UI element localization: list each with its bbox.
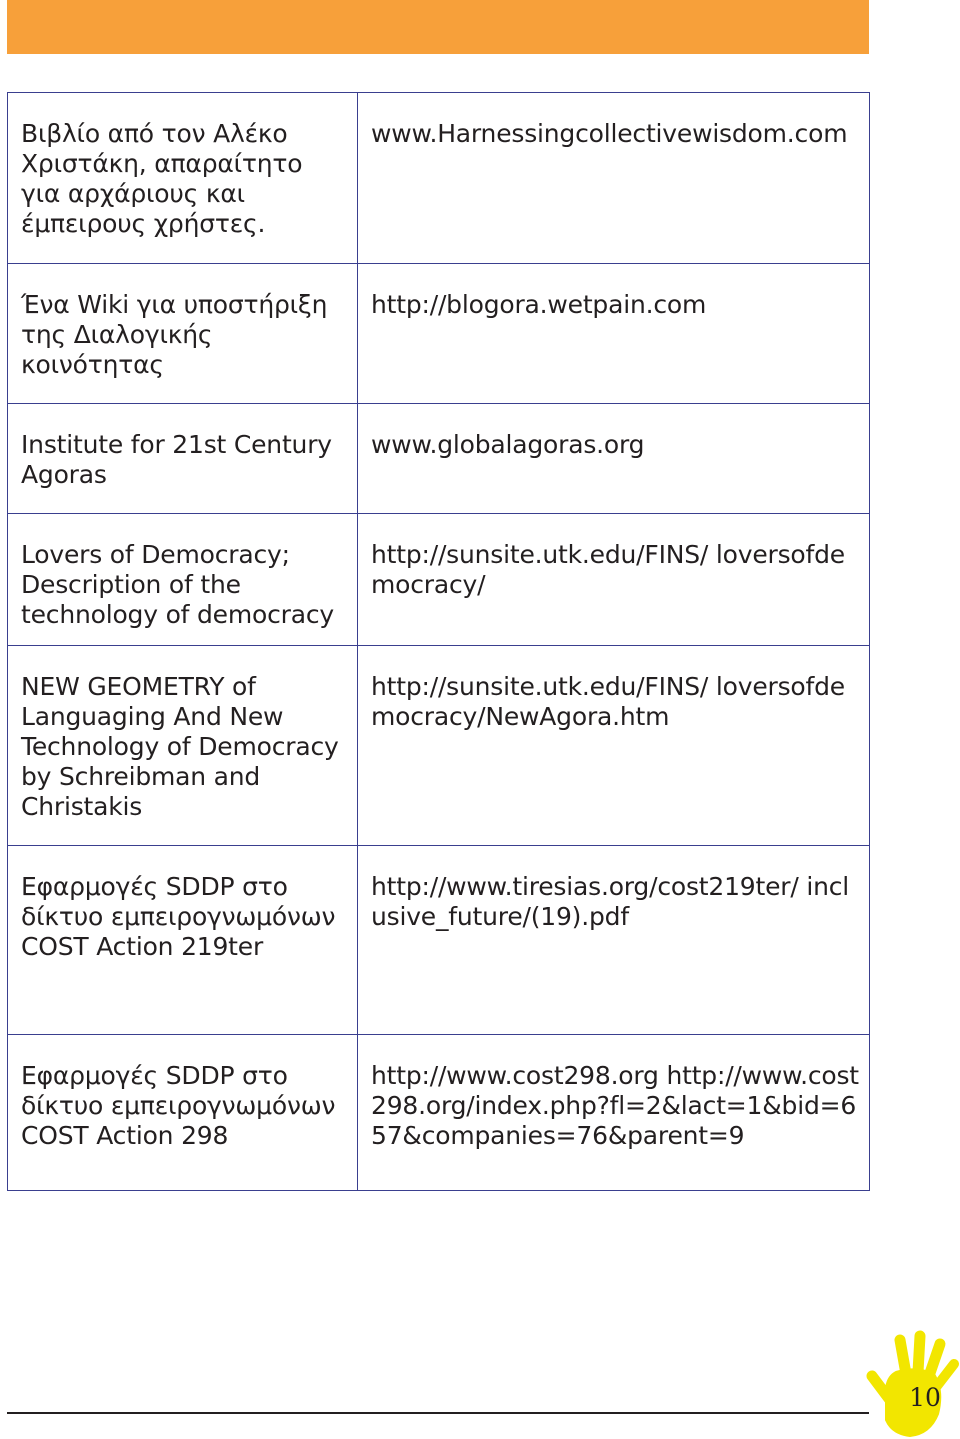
row-description: Βιβλίο από τον Αλέκο Χριστάκη, απαραίτητο για αρχάριους και έμπειρους χρήστες.	[8, 93, 358, 264]
row-description: Εφαρμογές SDDP στο δίκτυο εμπειρογνωμόνων COST Action 298	[8, 1035, 358, 1191]
header-accent-bar	[7, 0, 869, 54]
table-row	[8, 264, 870, 404]
table-row	[8, 646, 870, 846]
links-table	[7, 92, 870, 1191]
row-description: Institute for 21st Century Agoras	[8, 404, 358, 514]
page-number: 10	[909, 1383, 941, 1412]
row-description: Ένα Wiki για υποστήριξη της Διαλογικής κοινότητας	[8, 264, 358, 404]
table-row	[8, 1035, 870, 1191]
row-url: http://www.cost298.org http://www.cost298.org/index.php?fl=2&lact=1&bid=657&companies=76&parent=9	[358, 1035, 870, 1191]
row-description: NEW GEOMETRY of Languaging And New Technology of Democracy by Schreibman and Christakis	[8, 646, 358, 846]
row-url: http://www.tiresias.org/cost219ter/ inclusive_future/(19).pdf	[358, 846, 870, 1035]
footer-rule	[7, 1412, 869, 1414]
row-url: http://sunsite.utk.edu/FINS/ loversofdemocracy/	[358, 514, 870, 646]
row-url: http://sunsite.utk.edu/FINS/ loversofdemocracy/NewAgora.htm	[358, 646, 870, 846]
table-row	[8, 93, 870, 264]
row-url: www.globalagoras.org	[358, 404, 870, 514]
row-description: Lovers of Democracy; Description of the technology of democracy	[8, 514, 358, 646]
table-row	[8, 514, 870, 646]
row-url: www.Harnessingcollectivewisdom.com	[358, 93, 870, 264]
row-description: Εφαρμογές SDDP στο δίκτυο εμπειρογνωμόνων COST Action 219ter	[8, 846, 358, 1035]
table-row	[8, 846, 870, 1035]
table-row	[8, 404, 870, 514]
row-url: http://blogora.wetpain.com	[358, 264, 870, 404]
